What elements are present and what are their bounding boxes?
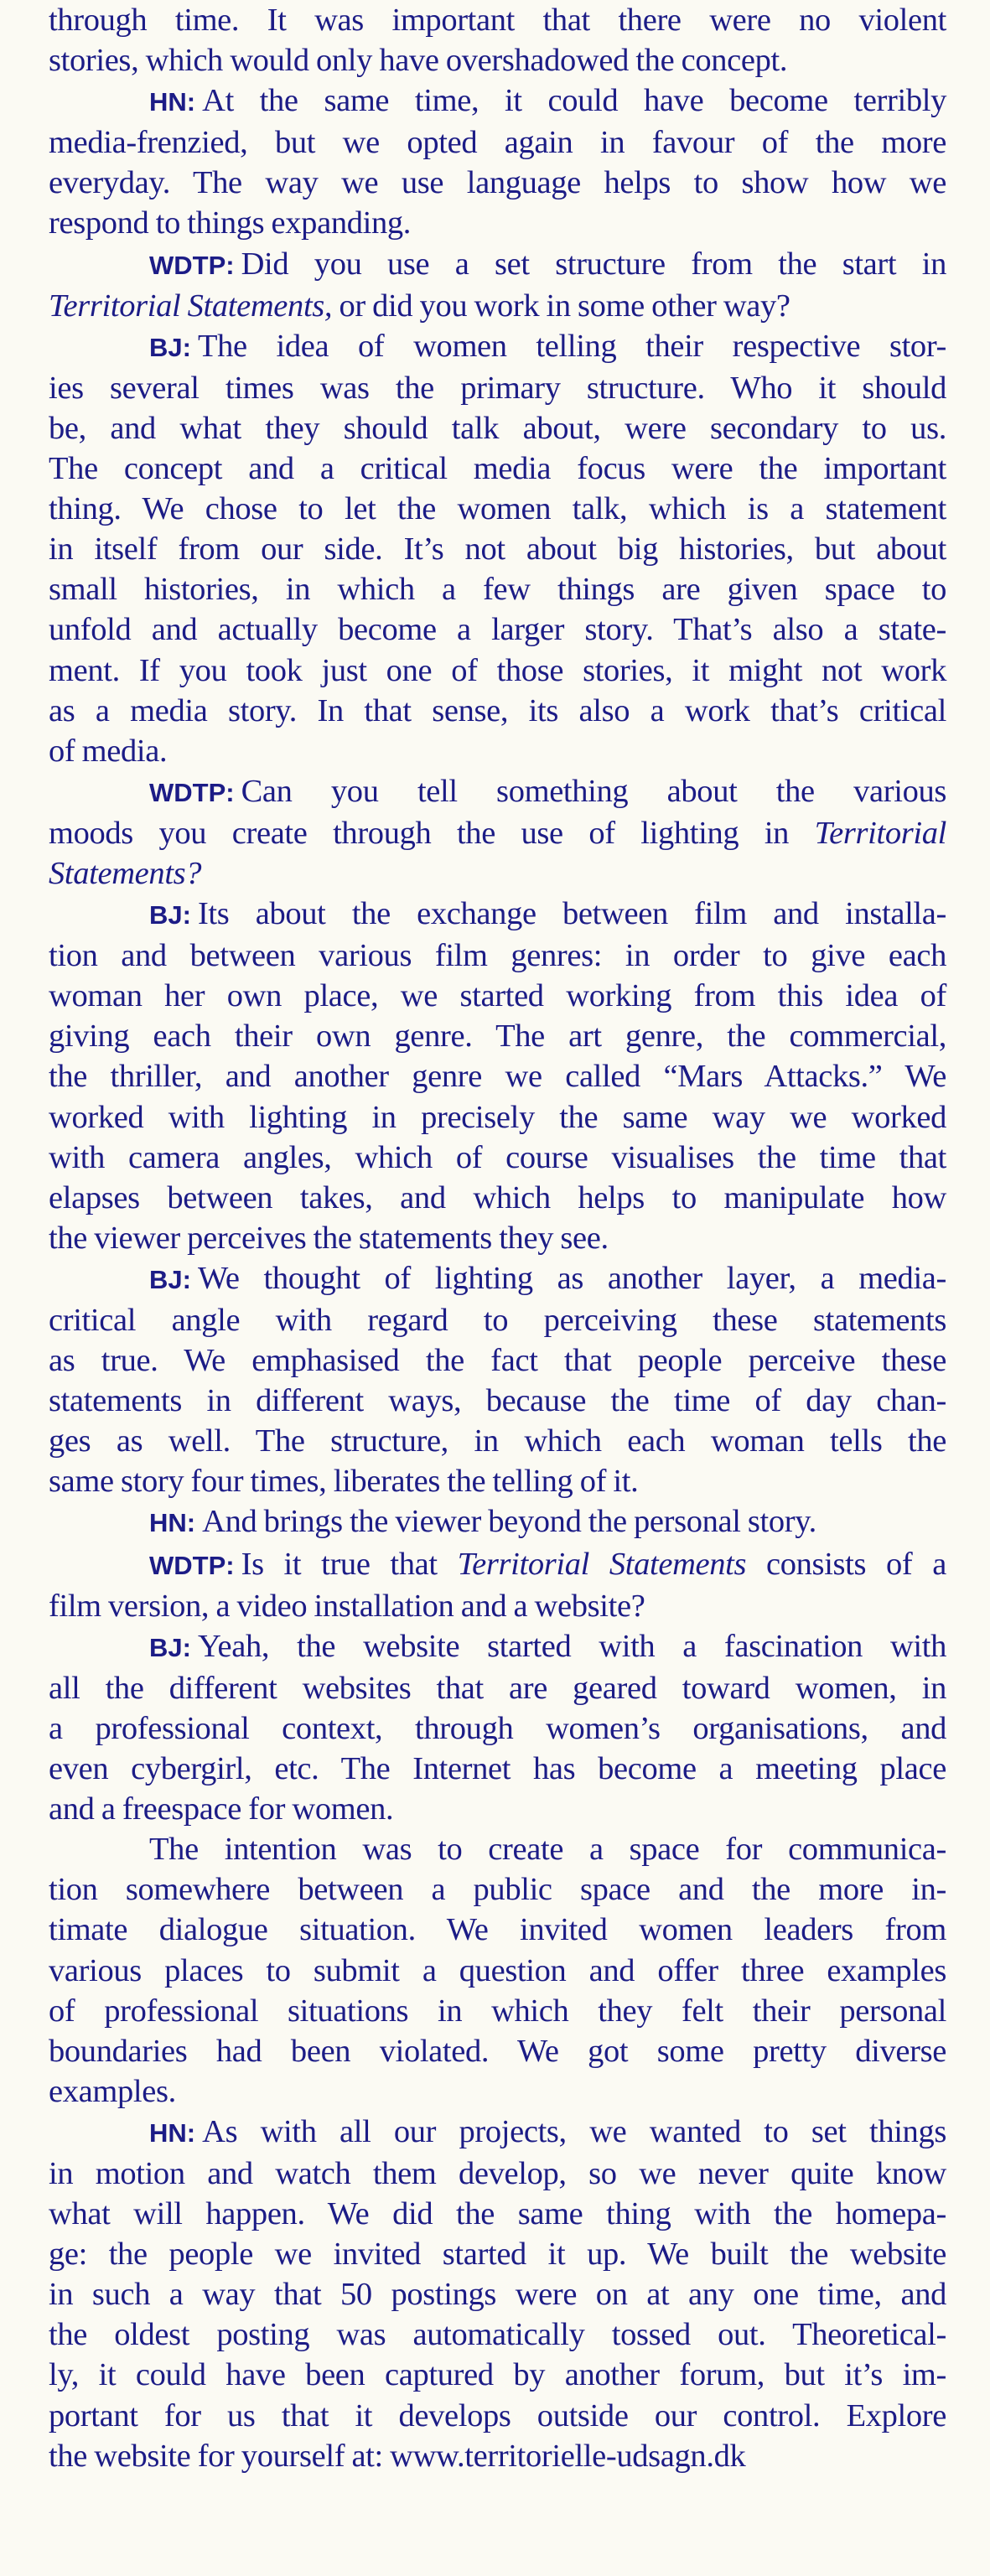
text-line bbox=[49, 731, 946, 771]
text-line bbox=[49, 2112, 946, 2154]
text-line bbox=[49, 80, 946, 122]
text-line bbox=[49, 122, 946, 163]
speaker-label: BJ: bbox=[149, 1264, 191, 1294]
italic-title: Territorial bbox=[814, 815, 946, 851]
text-line bbox=[49, 2274, 946, 2314]
text-segment: with camera angles, which of course visualises the time that bbox=[49, 1139, 946, 1175]
text-segment: tion somewhere between a public space and the more in- bbox=[49, 1872, 946, 1908]
text-segment: through time. It was important that there were no violent bbox=[49, 3, 946, 38]
text-segment: unfold and actually become a larger story. That’s also a state- bbox=[49, 612, 946, 648]
text-segment: At the same time, it could have become terribly bbox=[202, 83, 946, 119]
text-segment: elapses between takes, and which helps to manipulate how bbox=[49, 1179, 946, 1215]
text-line bbox=[49, 1097, 946, 1138]
text-line bbox=[49, 1951, 946, 1991]
text-line bbox=[49, 2071, 946, 2112]
interview-answer bbox=[49, 2112, 946, 2476]
text-line bbox=[49, 1869, 946, 1910]
text-line bbox=[49, 976, 946, 1016]
text-segment: same story four times, liberates the telling of it. bbox=[49, 1464, 639, 1500]
text-line bbox=[49, 1421, 946, 1461]
text-segment: be, and what they should talk about, were secondary to us. bbox=[49, 410, 946, 446]
text-segment: The idea of women telling their respective stor- bbox=[197, 328, 946, 364]
text-segment: a professional context, through women’s organisations, and bbox=[49, 1710, 946, 1746]
text-segment: tion and between various film genres: in order to give each bbox=[49, 938, 946, 974]
text-line bbox=[49, 1586, 946, 1626]
text-line bbox=[49, 2154, 946, 2194]
text-line bbox=[49, 286, 946, 326]
text-segment: As with all our projects, we wanted to set things bbox=[202, 2113, 946, 2149]
text-segment: moods you create through the use of lighting in bbox=[49, 815, 815, 851]
text-line bbox=[49, 936, 946, 976]
text-segment: stories, which would only have overshadowed the concept. bbox=[49, 43, 788, 79]
text-line bbox=[49, 1626, 946, 1668]
speaker-label: HN: bbox=[149, 87, 196, 117]
text-segment: media-frenzied, but we opted again in favour of the more bbox=[49, 125, 946, 161]
text-segment: the viewer perceives the statements they see. bbox=[49, 1220, 609, 1256]
text-segment: worked with lighting in precisely the same way we worked bbox=[49, 1099, 946, 1135]
interview-answer bbox=[49, 1626, 946, 1829]
interview-answer bbox=[49, 894, 946, 1258]
text-line bbox=[49, 1829, 946, 1869]
text-line bbox=[49, 1910, 946, 1950]
text-segment: giving each their own genre. The art genre, the commercial, bbox=[49, 1018, 946, 1055]
text-segment: examples. bbox=[49, 2073, 176, 2109]
text-line bbox=[49, 894, 946, 936]
italic-title: Territorial Statements, bbox=[49, 288, 333, 324]
text-segment: boundaries had been violated. We got some pretty diverse bbox=[49, 2033, 946, 2069]
text-line bbox=[49, 448, 946, 489]
text-segment: And brings the viewer beyond the personal story. bbox=[202, 1504, 816, 1540]
text-segment: We thought of lighting as another layer, a media- bbox=[197, 1260, 946, 1296]
interview-question bbox=[49, 771, 946, 894]
text-line bbox=[49, 1749, 946, 1789]
italic-title: Statements? bbox=[49, 855, 202, 891]
text-line bbox=[49, 529, 946, 569]
speaker-label: WDTP: bbox=[149, 1550, 235, 1580]
text-line bbox=[49, 489, 946, 529]
text-segment: thing. We chose to let the women talk, which is a statement bbox=[49, 491, 946, 527]
text-segment: of media. bbox=[49, 733, 168, 769]
text-segment: timate dialogue situation. We invited women leaders from bbox=[49, 1912, 946, 1948]
text-segment: the oldest posting was automatically tossed out. Theoretical- bbox=[49, 2317, 946, 2353]
text-line bbox=[49, 1178, 946, 1218]
text-segment: ies several times was the primary structure. Who it should bbox=[49, 370, 946, 406]
text-line bbox=[49, 1461, 946, 1501]
text-segment: ges as well. The structure, in which each woman tells the bbox=[49, 1423, 946, 1459]
text-segment: in itself from our side. It’s not about big histories, but about bbox=[49, 531, 946, 568]
text-line bbox=[49, 1016, 946, 1056]
speaker-label: BJ: bbox=[149, 900, 191, 930]
text-line bbox=[49, 0, 946, 40]
interview-answer bbox=[49, 80, 946, 243]
text-segment: in such a way that 50 postings were on at any one time, and bbox=[49, 2277, 946, 2313]
text-segment: consists of a bbox=[746, 1546, 946, 1582]
text-segment: respond to things expanding. bbox=[49, 205, 412, 241]
italic-title: Territorial Statements bbox=[457, 1546, 747, 1582]
text-segment: film version, a video installation and a website? bbox=[49, 1588, 645, 1624]
text-line bbox=[49, 1056, 946, 1096]
text-segment: woman her own place, we started working from this idea of bbox=[49, 978, 946, 1014]
text-segment: Is it true that bbox=[241, 1546, 458, 1582]
text-line bbox=[49, 2396, 946, 2436]
text-line bbox=[49, 203, 946, 243]
speaker-label: BJ: bbox=[149, 1632, 191, 1662]
text-segment: Yeah, the website started with a fascination with bbox=[197, 1628, 946, 1664]
text-segment: ly, it could have been captured by another forum, but it’s im- bbox=[49, 2357, 946, 2393]
speaker-label: WDTP: bbox=[149, 777, 235, 807]
text-line bbox=[49, 163, 946, 203]
text-line bbox=[49, 408, 946, 448]
text-segment: what will happen. We did the same thing with the homepa- bbox=[49, 2196, 946, 2232]
text-segment: The concept and a critical media focus were the important bbox=[49, 451, 946, 487]
text-line bbox=[49, 244, 946, 286]
text-line bbox=[49, 1789, 946, 1829]
text-segment: portant for us that it develops outside our control. Explore bbox=[49, 2397, 946, 2433]
text-line bbox=[49, 2031, 946, 2071]
text-line bbox=[49, 40, 946, 80]
text-line bbox=[49, 326, 946, 368]
interview-question bbox=[49, 1544, 946, 1626]
speaker-label: WDTP: bbox=[149, 250, 235, 280]
text-segment: statements in different ways, because the time of day chan- bbox=[49, 1383, 946, 1419]
text-line bbox=[49, 853, 946, 894]
text-segment: all the different websites that are geared toward women, in bbox=[49, 1670, 946, 1706]
text-segment: everyday. The way we use language helps to show how we bbox=[49, 165, 946, 201]
text-segment: as a media story. In that sense, its also a work that’s critical bbox=[49, 692, 946, 728]
text-line bbox=[49, 1138, 946, 1178]
text-segment: and a freespace for women. bbox=[49, 1791, 394, 1827]
text-segment: The intention was to create a space for communica- bbox=[149, 1832, 946, 1868]
text-segment: as true. We emphasised the fact that people perceive these bbox=[49, 1343, 946, 1379]
document-body bbox=[49, 0, 946, 2476]
text-line bbox=[49, 569, 946, 609]
text-line bbox=[49, 1340, 946, 1381]
text-line bbox=[49, 609, 946, 650]
speaker-label: BJ: bbox=[149, 332, 191, 362]
interview-answer bbox=[49, 326, 946, 771]
text-segment: the thriller, and another genre we called “Mars Attacks.” We bbox=[49, 1059, 946, 1095]
text-segment: Did you use a set structure from the start in bbox=[241, 246, 946, 282]
interview-answer bbox=[49, 1258, 946, 1502]
text-line bbox=[49, 1218, 946, 1258]
text-segment: critical angle with regard to perceiving these statements bbox=[49, 1303, 946, 1338]
text-line bbox=[49, 650, 946, 691]
text-line bbox=[49, 1708, 946, 1749]
interview-question bbox=[49, 244, 946, 326]
speaker-label: HN: bbox=[149, 2117, 196, 2148]
interview-paragraph bbox=[49, 0, 946, 80]
text-line bbox=[49, 771, 946, 813]
text-segment: the website for yourself at: www.territorielle-udsagn.dk bbox=[49, 2438, 746, 2474]
text-line bbox=[49, 2355, 946, 2395]
text-segment: ge: the people we invited started it up. We built the website bbox=[49, 2237, 946, 2273]
text-line bbox=[49, 1501, 946, 1543]
text-segment: even cybergirl, etc. The Internet has become a meeting place bbox=[49, 1751, 946, 1787]
text-line bbox=[49, 1668, 946, 1708]
text-line bbox=[49, 1258, 946, 1300]
text-line bbox=[49, 1300, 946, 1340]
text-line bbox=[49, 368, 946, 408]
text-line bbox=[49, 2194, 946, 2234]
speaker-label: HN: bbox=[149, 1508, 196, 1538]
text-segment: of professional situations in which they felt their personal bbox=[49, 1993, 946, 2029]
text-line bbox=[49, 813, 946, 853]
text-line bbox=[49, 1381, 946, 1421]
text-segment: ment. If you took just one of those stories, it might not work bbox=[49, 652, 946, 688]
text-segment: small histories, in which a few things are given space to bbox=[49, 572, 946, 608]
text-segment: various places to submit a question and offer three examples bbox=[49, 1952, 946, 1988]
text-segment: in motion and watch them develop, so we never quite know bbox=[49, 2155, 946, 2191]
text-line bbox=[49, 2234, 946, 2274]
text-segment: Its about the exchange between film and installa- bbox=[197, 896, 946, 932]
text-line bbox=[49, 1991, 946, 2031]
text-line bbox=[49, 691, 946, 731]
text-segment: or did you work in some other way? bbox=[332, 288, 790, 324]
text-line bbox=[49, 2314, 946, 2355]
text-line bbox=[49, 2436, 946, 2476]
text-segment: Can you tell something about the various bbox=[241, 773, 946, 809]
interview-paragraph bbox=[49, 1829, 946, 2112]
text-line bbox=[49, 1544, 946, 1586]
interview-answer bbox=[49, 1501, 946, 1543]
